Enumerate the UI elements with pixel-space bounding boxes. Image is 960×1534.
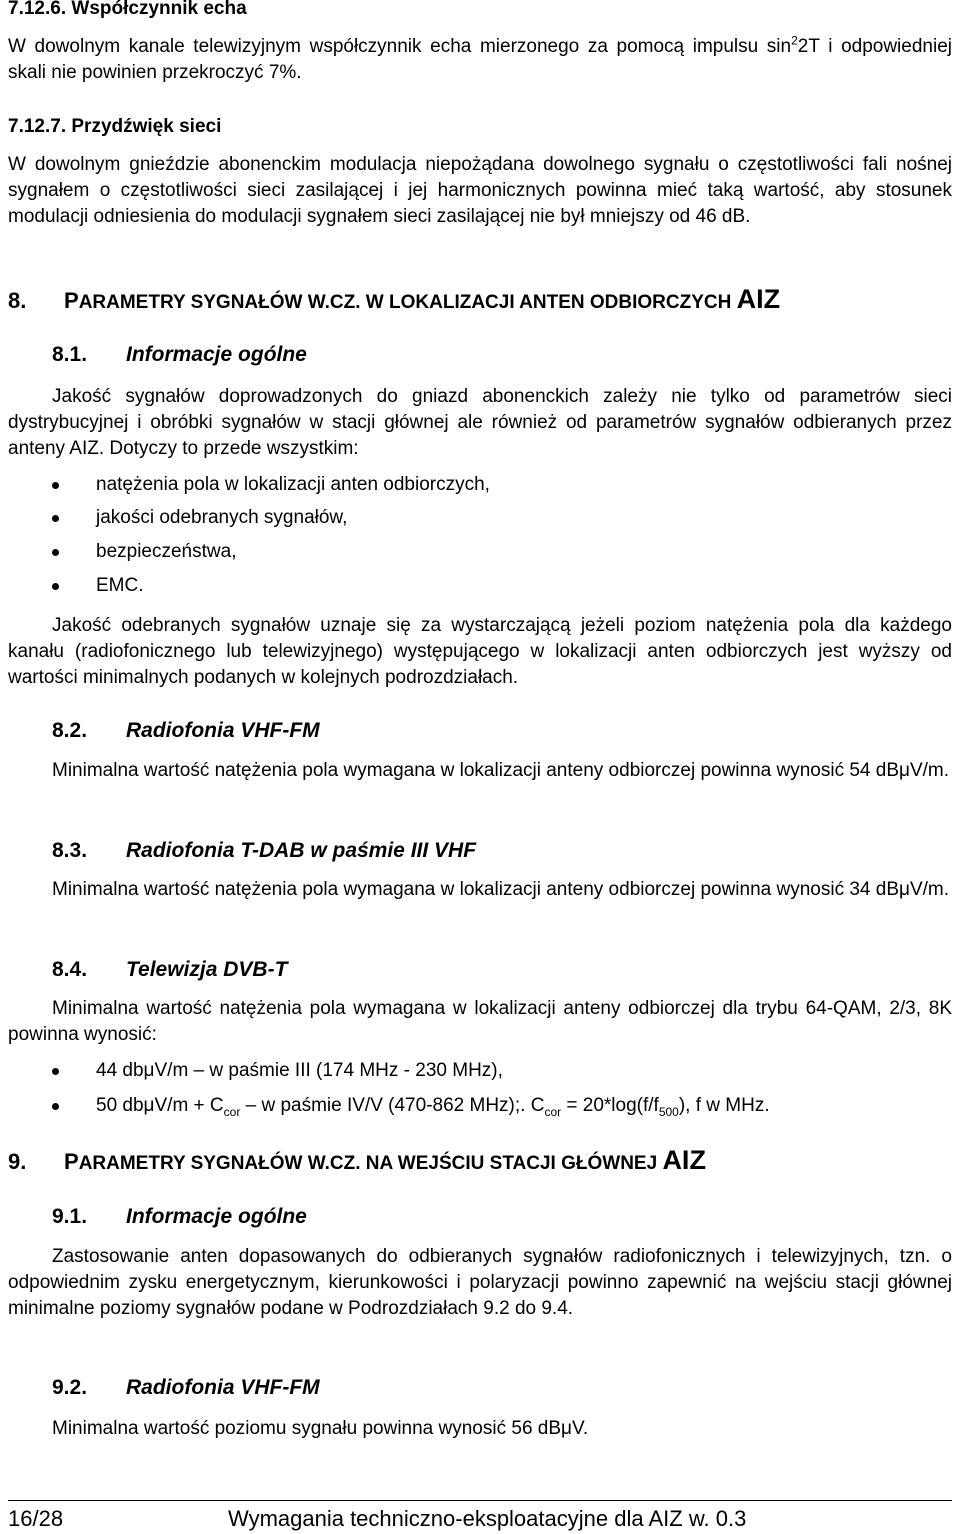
list-item-text: bezpieczeństwa, bbox=[96, 541, 237, 562]
paragraph-hum: W dowolnym gnieździe abonenckim modulacja niepożądana dowolnego sygnału o częstotliwości fali nośnej sygnałem o częstotliwości sieci zasilającej i jej harmonicznych powinna mieć taką wartość, aby stosunek modulacji odniesienia do modulacji sygnałem sieci zasilającej nie był mniejszy od 46 dB. bbox=[8, 154, 952, 227]
superscript: 2 bbox=[791, 33, 798, 48]
chapter-title-aiz: AIZ bbox=[736, 284, 781, 314]
paragraph-dvb-t: Minimalna wartość natężenia pola wymagana w lokalizacji anteny odbiorczej dla trybu 64-QAM, 2/3, 8K powinna wynosić: bbox=[8, 998, 952, 1045]
footer-document-title: Wymagania techniczno-eksploatacyjne dla AIZ w. 0.3 bbox=[228, 1506, 747, 1531]
subscript: cor bbox=[223, 1104, 241, 1119]
section-heading-7-12-7: 7.12.7. Przydźwięk sieci bbox=[8, 116, 222, 137]
subsection-heading-9-1 bbox=[52, 1204, 307, 1230]
formula-part: ), f w MHz. bbox=[678, 1095, 770, 1116]
subsection-number: 9.1. bbox=[52, 1205, 88, 1228]
paragraph-quality: Jakość odebranych sygnałów uznaje się za wystarczającą jeżeli poziom natężenia pola dla każdego kanału (radiofonicznego lub telewizyjnego) występującego w lokalizacji anten odbiorczych jest wyższy od wartości minimalnych podanych w kolejnych podrozdziałach. bbox=[8, 615, 952, 688]
chapter-title-initial: P bbox=[64, 288, 79, 313]
chapter-title-aiz: AIZ bbox=[662, 1145, 706, 1175]
subsection-number: 8.3. bbox=[52, 839, 88, 862]
paragraph-text-a: Jakość sygnałów doprowadzonych do gniazd abonenckich zależy nie tylko od parametrów sieci dystrybucyjnej i obróbki sygnałów w stacji głównej ale również od parametrów sygnałów odbieranych przez anteny bbox=[8, 386, 952, 459]
footer-divider bbox=[8, 1500, 952, 1501]
formula-part: = 20*log(f/f bbox=[561, 1095, 659, 1116]
paragraph-echo-text-b: 2T i odpowiedniej skali nie powinien przekroczyć 7%. bbox=[8, 36, 952, 83]
formula-part: 50 dbμV/m + C bbox=[96, 1095, 224, 1116]
subsection-heading-8-2 bbox=[52, 718, 320, 744]
subsection-heading-9-2 bbox=[52, 1375, 320, 1401]
paragraph-echo-text-a: W dowolnym kanale telewizyjnym współczynnik echa mierzonego za pomocą impulsu sin bbox=[8, 36, 792, 57]
paragraph-text-b: . Dotyczy to przede wszystkim: bbox=[98, 438, 359, 459]
chapter-title: ARAMETRY SYGNAŁÓW W.CZ. W LOKALIZACJI ANTEN ODBIORCZYCH bbox=[78, 292, 737, 313]
subsection-title: Telewizja DVB-T bbox=[126, 958, 288, 981]
bullet-dot bbox=[52, 1103, 59, 1110]
subscript: cor bbox=[544, 1104, 562, 1119]
bullet-dot bbox=[52, 482, 59, 489]
paragraph-vhf-fm: Minimalna wartość natężenia pola wymagana w lokalizacji anteny odbiorczej powinna wynosić 54 dBμV/m. bbox=[52, 760, 950, 781]
paragraph-general-info bbox=[8, 384, 952, 462]
paragraph-echo bbox=[8, 34, 952, 86]
list-item-text: natężenia pola w lokalizacji anten odbiorczych, bbox=[96, 474, 490, 495]
subsection-title: Radiofonia VHF-FM bbox=[126, 1376, 320, 1399]
list-item-text bbox=[96, 1093, 770, 1119]
section-heading-7-12-6: 7.12.6. Współczynnik echa bbox=[8, 0, 247, 19]
paragraph-t-dab: Minimalna wartość natężenia pola wymagana w lokalizacji anteny odbiorczej powinna wynosić 34 dBμV/m. bbox=[52, 879, 950, 900]
chapter-title: ARAMETRY SYGNAŁÓW W.CZ. NA WEJŚCIU STACJI GŁÓWNEJ bbox=[78, 1153, 663, 1174]
subsection-number: 8.1. bbox=[52, 343, 88, 366]
subsection-title: Radiofonia VHF-FM bbox=[126, 719, 320, 742]
subsection-heading-8-1 bbox=[52, 342, 307, 368]
chapter-heading-9 bbox=[8, 1147, 706, 1177]
chapter-title-initial: P bbox=[64, 1149, 79, 1174]
paragraph-headend: Zastosowanie anten dopasowanych do odbieranych sygnałów radiofonicznych i telewizyjnych, tzn. o odpowiednim zysku energetycznym, kierunkowości i polaryzacji powinno zapewnić na wejściu stacji głównej minimalne poziomy sygnałów podane w Podrozdziałach 9.2 do 9.4. bbox=[8, 1246, 952, 1319]
chapter-number: 9. bbox=[8, 1149, 27, 1174]
list-item-text: EMC. bbox=[96, 575, 144, 596]
paragraph-headend-vhf-fm: Minimalna wartość poziomu sygnału powinna wynosić 56 dBμV. bbox=[52, 1418, 589, 1439]
subsection-title: Radiofonia T-DAB w paśmie III VHF bbox=[126, 839, 477, 862]
bullet-dot bbox=[52, 549, 59, 556]
bullet-dot bbox=[52, 583, 59, 590]
subsection-number: 9.2. bbox=[52, 1376, 88, 1399]
chapter-number: 8. bbox=[8, 288, 27, 313]
page-number: 16/28 bbox=[8, 1506, 64, 1531]
paragraph-text-aiz: AIZ bbox=[69, 438, 99, 459]
list-item-text: 44 dbμV/m – w paśmie III (174 MHz - 230 MHz), bbox=[96, 1060, 503, 1081]
bullet-dot bbox=[52, 1068, 59, 1075]
list-item-text: jakości odebranych sygnałów, bbox=[96, 507, 348, 528]
formula-part: – w paśmie IV/V (470-862 MHz);. C bbox=[240, 1095, 545, 1116]
subsection-heading-8-4 bbox=[52, 957, 287, 983]
subscript: 500 bbox=[658, 1104, 679, 1119]
subsection-number: 8.2. bbox=[52, 719, 88, 742]
subsection-title: Informacje ogólne bbox=[126, 1205, 307, 1228]
subsection-title: Informacje ogólne bbox=[126, 343, 307, 366]
bullet-dot bbox=[52, 515, 59, 522]
chapter-heading-8 bbox=[8, 286, 780, 316]
subsection-heading-8-3 bbox=[52, 838, 476, 864]
subsection-number: 8.4. bbox=[52, 958, 88, 981]
